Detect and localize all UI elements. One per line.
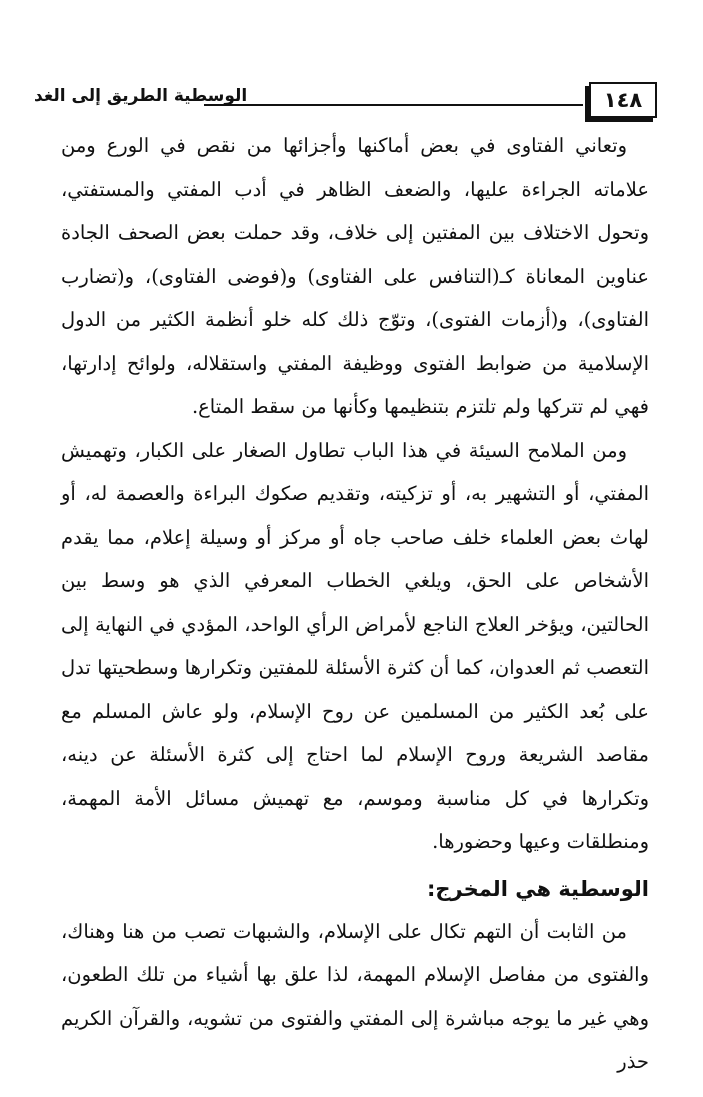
body-text bbox=[61, 124, 649, 1084]
section-heading: الوسطية هي المخرج: bbox=[427, 876, 649, 901]
page-number: ١٤٨ bbox=[589, 82, 657, 118]
paragraph-3: من الثابت أن التهم تكال على الإسلام، والشبهات تصب من هنا وهناك، والفتوى من مفاصل الإسلام المهمة، لذا علق بها أشياء من تلك الطعون، وهي غير ما يوجه مباشرة إلى المفتي والفتوى من تشويه، والقرآن الكريم حذر bbox=[61, 919, 649, 1073]
paragraph-1: وتعاني الفتاوى في بعض أماكنها وأجزائها من نقص في الورع ومن علاماته الجراءة عليها، والضعف الظاهر في أدب المفتي والمستفتي، وتحول الاختلاف بين المفتين إلى خلاف، وقد حملت بعض الصحف الجادة عناوين المعاناة كـ(التنافس على الفتاوى) و(فوضى الفتاوى)، و(تضارب الفتاوى)، و(أزمات الفتوى)، وتوّج ذلك كله خلو أنظمة الكثير من الدول الإسلامية من ضوابط الفتوى ووظيفة المفتي واستقلاله، ولوائح إدارتها، فهي لم تتركها ولم تلتزم بتنظيمها وكأنها من سقط المتاع. bbox=[61, 134, 649, 418]
paragraph-2: ومن الملامح السيئة في هذا الباب تطاول الصغار على الكبار، وتهميش المفتي، أو التشهير به، أو تزكيته، وتقديم صكوك البراءة والعصمة له، أو لهاث بعض العلماء خلف صاحب جاه أو مركز أو وسيلة إعلام، مما يقدم الأشخاص على الحق، ويلغي الخطاب المعرفي الذي هو وسط بين الحالتين، ويؤخر العلاج الناجع لأمراض الرأي الواحد، المؤدي في النهاية إلى التعصب ثم العدوان، كما أن كثرة الأسئلة للمفتين وتكرارها وسطحيتها تدل على بُعد الكثير من المسلمين عن روح الإسلام، ولو عاش المسلم مع مقاصد الشريعة وروح الإسلام لما احتاج إلى كثرة الأسئلة عن دينه، وتكرارها في كل مناسبة وموسم، مع تهميش مسائل الأمة المهمة، ومنطلقات وعيها وحضورها. bbox=[61, 438, 649, 853]
page-header bbox=[34, 74, 657, 118]
running-title: الوسطية الطريق إلى الغد bbox=[34, 86, 248, 106]
header-rule bbox=[204, 104, 583, 106]
